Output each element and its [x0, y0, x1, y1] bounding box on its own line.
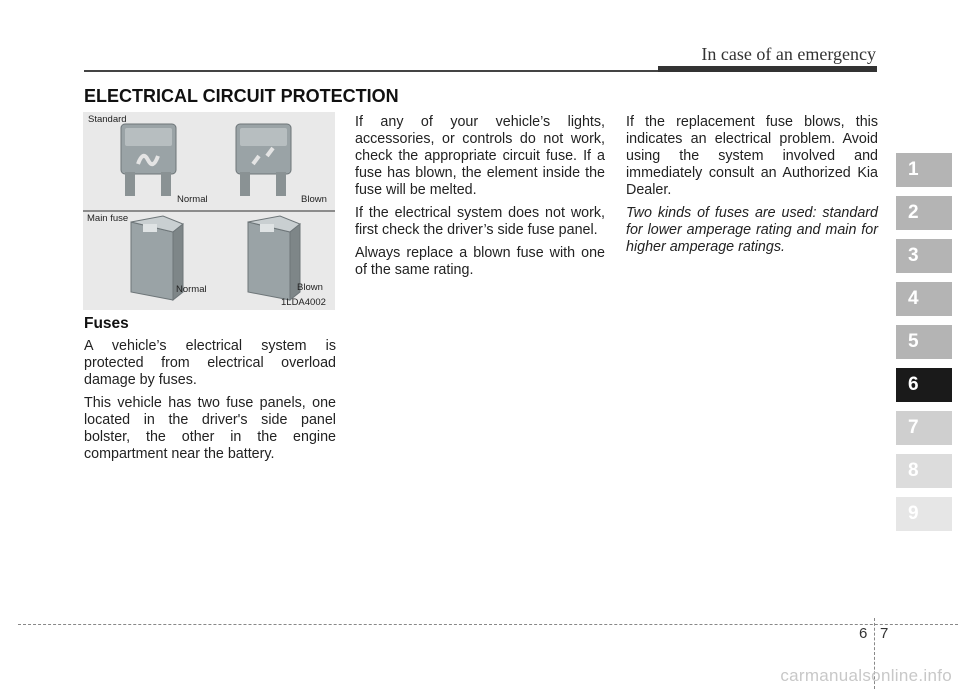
replace-paragraph-1: If the replacement fuse blows, this indicates an electrical problem. Avoid using the system involved and immediately consult an Authorized Kia Dealer.	[626, 114, 878, 198]
chapter-tabs	[896, 153, 952, 540]
chapter-tab-8[interactable]: 8	[896, 454, 952, 488]
chapter-tab-2[interactable]: 2	[896, 196, 952, 230]
chapter-tab-9[interactable]: 9	[896, 497, 952, 531]
fuses-paragraph-1: A vehicle’s electrical system is protected from electrical overload damage by fuses.	[84, 338, 336, 388]
standard-fuse-blown-icon	[236, 124, 291, 196]
check-paragraph-3: Always replace a blown fuse with one of the same rating.	[355, 245, 605, 278]
fuse-types-note: Two kinds of fuses are used: standard for lower amperage rating and main for higher amperage ratings.	[626, 205, 878, 255]
label-main-fuse: Main fuse	[87, 213, 129, 224]
header-accent-bar	[658, 66, 877, 72]
fuse-illustration	[83, 112, 335, 310]
chapter-tab-1[interactable]: 1	[896, 153, 952, 187]
check-paragraph-1: If any of your vehicle’s lights, accessories, or controls do not work, check the appropriate circuit fuse. If a fuse has blown, the element inside the fuse will be melted.	[355, 114, 605, 198]
label-standard: Standard	[88, 114, 127, 125]
column-replacement	[626, 114, 878, 262]
label-blown-standard: Blown	[301, 194, 327, 205]
main-fuse-blown-icon	[248, 216, 300, 300]
page-number: 7	[880, 625, 889, 642]
section-title: ELECTRICAL CIRCUIT PROTECTION	[84, 86, 399, 106]
chapter-tab-5[interactable]: 5	[896, 325, 952, 359]
standard-fuse-normal-icon	[121, 124, 176, 196]
chapter-tab-3[interactable]: 3	[896, 239, 952, 273]
header-title: In case of an emergency	[701, 44, 876, 64]
label-blown-main: Blown	[297, 282, 323, 293]
label-normal-main: Normal	[176, 284, 207, 295]
column-checking	[355, 114, 605, 285]
fuses-heading: Fuses	[84, 315, 129, 332]
column-fuses	[84, 315, 336, 469]
fuses-paragraph-2: This vehicle has two fuse panels, one located in the driver's side panel bolster, the other in the engine compartment near the battery.	[84, 395, 336, 462]
footer-rule	[18, 624, 958, 625]
chapter-tab-4[interactable]: 4	[896, 282, 952, 316]
watermark: carmanualsonline.info	[780, 666, 952, 685]
page-chapter-number: 6	[859, 625, 868, 642]
chapter-tab-6[interactable]: 6	[896, 368, 952, 402]
check-paragraph-2: If the electrical system does not work, first check the driver’s side fuse panel.	[355, 205, 605, 238]
chapter-tab-7[interactable]: 7	[896, 411, 952, 445]
figure-code: 1LDA4002	[281, 297, 326, 308]
label-normal-standard: Normal	[177, 194, 208, 205]
fuse-drawing	[83, 112, 335, 310]
